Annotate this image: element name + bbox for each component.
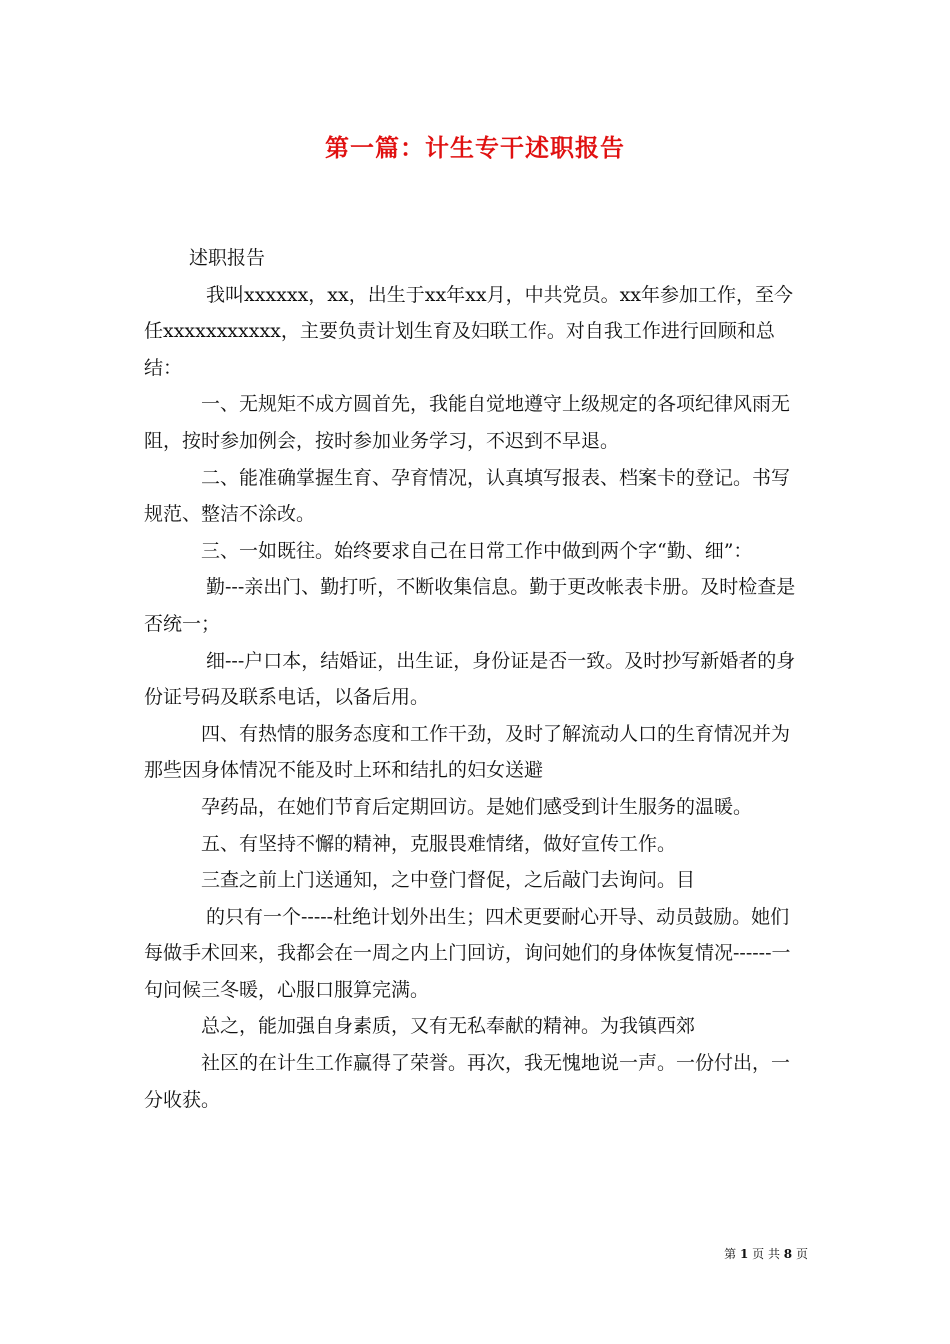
- paragraph: 一、无规矩不成方圆首先，我能自觉地遵守上级规定的各项纪律风雨无阻，按时参加例会，按时参加业务学习，不迟到不早退。: [144, 393, 791, 452]
- paragraph: 我叫xxxxxx，xx，出生于xx年xx月，中共党员。xx年参加工作，至今任xxxxxxxxxxx，主要负责计划生育及妇联工作。对自我工作进行回顾和总结：: [144, 283, 794, 379]
- paragraph: 二、能准确掌握生育、孕育情况，认真填写报表、档案卡的登记。书写规范、整洁不涂改。: [144, 466, 791, 526]
- paragraph: 三查之前上门送通知，之中登门督促，之后敲门去询问。目: [201, 869, 696, 892]
- footer-total-pages: 8: [783, 1247, 793, 1261]
- paragraph: 总之，能加强自身素质，又有无私奉献的精神。为我镇西郊: [201, 1015, 696, 1038]
- footer-prefix: 第: [724, 1247, 737, 1261]
- paragraph: 孕药品，在她们节育后定期回访。是她们感受到计生服务的温暖。: [201, 795, 753, 818]
- footer-current-page: 1: [739, 1247, 749, 1261]
- paragraph: 四、有热情的服务态度和工作干劲，及时了解流动人口的生育情况并为那些因身体情况不能及时上环和结扎的妇女送避: [144, 722, 791, 782]
- footer-middle: 页 共: [752, 1247, 780, 1261]
- paragraph: 勤---亲出门、勤打听，不断收集信息。勤于更改帐表卡册。及时检查是否统一；: [144, 576, 796, 635]
- footer-suffix: 页: [795, 1247, 808, 1261]
- page-title: 第一篇：计生专干述职报告: [325, 133, 625, 162]
- paragraph: 三、一如既往。始终要求自己在日常工作中做到两个字“勤、细”：: [201, 539, 753, 562]
- paragraph: 细---户口本，结婚证，出生证，身份证是否一致。及时抄写新婚者的身份证号码及联系电话，以备后用。: [144, 649, 796, 709]
- paragraph: 社区的在计生工作赢得了荣誉。再次，我无愧地说一声。一份付出，一分收获。: [144, 1052, 791, 1111]
- paragraph: 五、有坚持不懈的精神，克服畏难情绪，做好宣传工作。: [201, 832, 677, 855]
- page-footer: [724, 1246, 808, 1262]
- paragraph: 的只有一个-----杜绝计划外出生；四术更要耐心开导、动员鼓励。她们每做手术回来，我都会在一周之内上门回访，询问她们的身体恢复情况------一句问候三冬暖，心服口服算完满。: [144, 905, 791, 1001]
- document-body: [144, 240, 808, 1118]
- subtitle: 述职报告: [189, 247, 266, 269]
